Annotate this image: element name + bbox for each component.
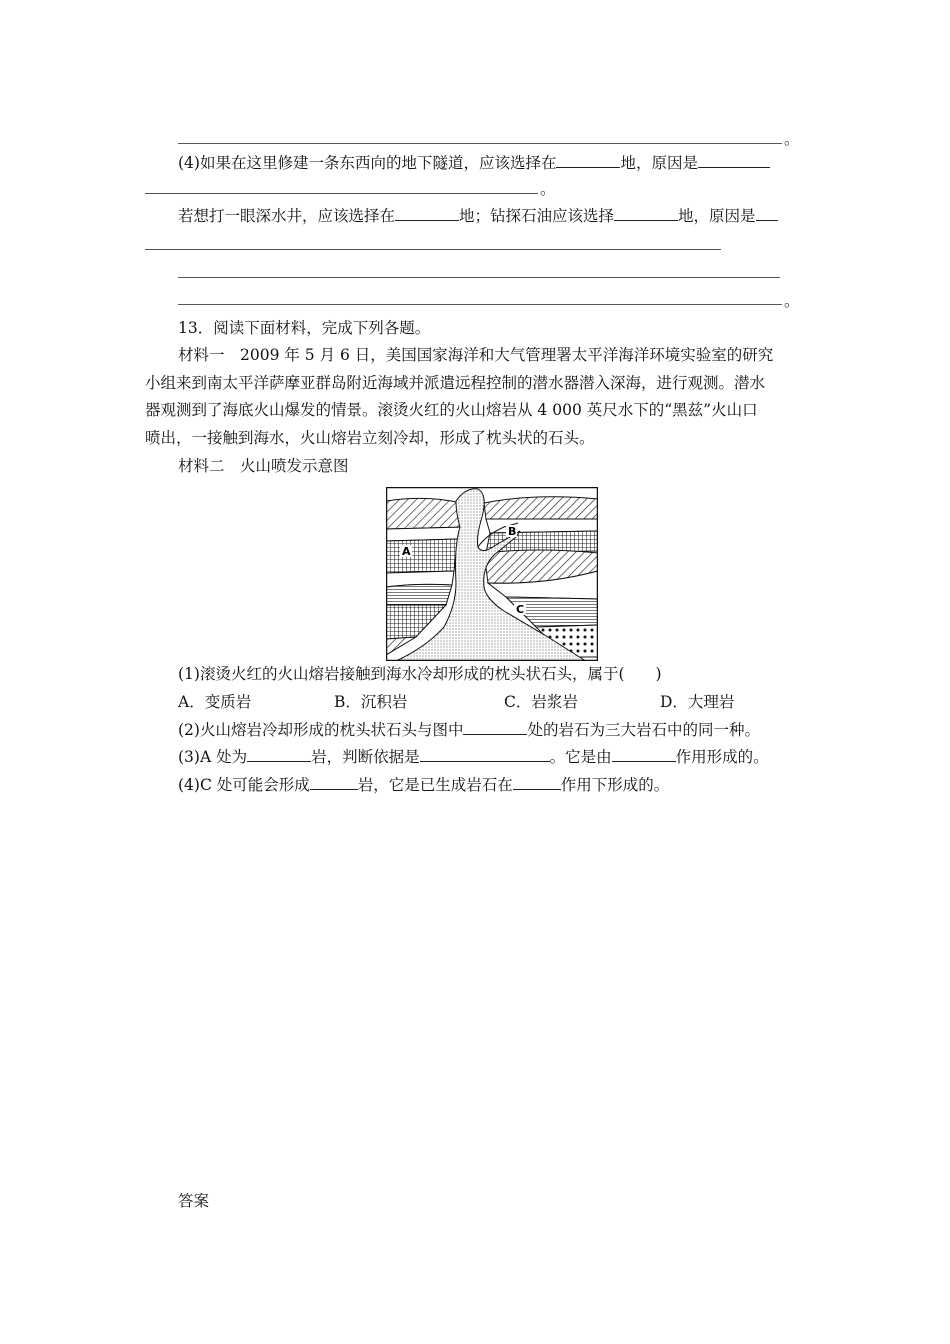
blank-field[interactable]	[395, 206, 459, 221]
label-b: B	[508, 525, 517, 538]
blank-field[interactable]	[756, 206, 778, 221]
blank-field[interactable]	[310, 775, 358, 790]
line-end-mark: 。	[784, 130, 800, 148]
material1-line: 材料一 2009 年 5 月 6 日，美国国家海洋和大气管理署太平洋海洋环境实验室的研究	[178, 346, 774, 364]
q4-text: 地；钻探石油应该选择	[459, 207, 615, 225]
sub-question-4	[178, 774, 669, 796]
material1-line: 喷出，一接触到海水，火山熔岩立刻冷却，形成了枕头状的石头。	[145, 429, 595, 447]
blank-field[interactable]	[420, 747, 550, 762]
sub3-text: (3)A 处为	[178, 748, 248, 766]
option-a[interactable]: A．变质岩	[178, 693, 252, 711]
q4-text: 地，原因是	[678, 207, 756, 225]
material1-line: 小组来到南太平洋萨摩亚群岛附近海域并派遣远程控制的潜水器潜入深海，进行观测。潜水	[145, 374, 766, 392]
sub2-text: 处的岩石为三大岩石中的同一种。	[527, 721, 760, 739]
q4-line-3	[178, 205, 778, 227]
blank-field[interactable]	[513, 775, 561, 790]
option-c[interactable]: C．岩浆岩	[504, 693, 578, 711]
sub-question-2	[178, 719, 760, 741]
sub4-text: 作用下形成的。	[560, 776, 670, 794]
sub2-text: (2)火山熔岩冷却形成的枕头状石头与图中	[178, 721, 464, 739]
q4-text: 地，原因是	[620, 154, 698, 172]
answer-line	[145, 193, 538, 194]
label-a: A	[402, 545, 411, 558]
sub-question-3	[178, 746, 769, 768]
answer-heading: 答案	[178, 1192, 210, 1210]
q4-text: (4)如果在这里修建一条东西向的地下隧道，应该选择在	[178, 154, 557, 172]
sub3-text: 作用形成的。	[675, 748, 769, 766]
material2-caption: 材料二 火山喷发示意图	[178, 457, 349, 475]
sub4-text: 岩，它是已生成岩石在	[357, 776, 513, 794]
answer-line	[178, 277, 780, 278]
q13-heading: 13．阅读下面材料，完成下列各题。	[178, 319, 431, 337]
option-d[interactable]: D．大理岩	[660, 693, 735, 711]
blank-field[interactable]	[614, 206, 678, 221]
answer-line	[145, 249, 721, 250]
sub-question-1: (1)滚烫火红的火山熔岩接触到海水冷却形成的枕头状石头，属于( )	[178, 665, 662, 683]
blank-field[interactable]	[556, 153, 620, 168]
label-c: C	[516, 603, 525, 616]
line-end-mark: 。	[540, 180, 556, 198]
answer-line	[178, 143, 782, 144]
blank-field[interactable]	[463, 720, 527, 735]
option-b[interactable]: B．沉积岩	[334, 693, 408, 711]
q4-line-1	[178, 152, 770, 174]
blank-field[interactable]	[698, 153, 770, 168]
line-end-mark: 。	[784, 292, 800, 310]
sub3-text: 岩，判断依据是	[311, 748, 420, 766]
answer-line	[178, 304, 782, 305]
material1-line: 器观测到了海底火山爆发的情景。滚烫火红的火山熔岩从 4 000 英尺水下的“黑兹”火山口	[145, 401, 758, 419]
blank-field[interactable]	[247, 747, 311, 762]
volcano-diagram	[386, 487, 598, 661]
q4-text: 若想打一眼深水井，应该选择在	[178, 207, 396, 225]
blank-field[interactable]	[612, 747, 676, 762]
sub3-text: 。它是由	[549, 748, 612, 766]
sub4-text: (4)C 处可能会形成	[178, 776, 310, 794]
